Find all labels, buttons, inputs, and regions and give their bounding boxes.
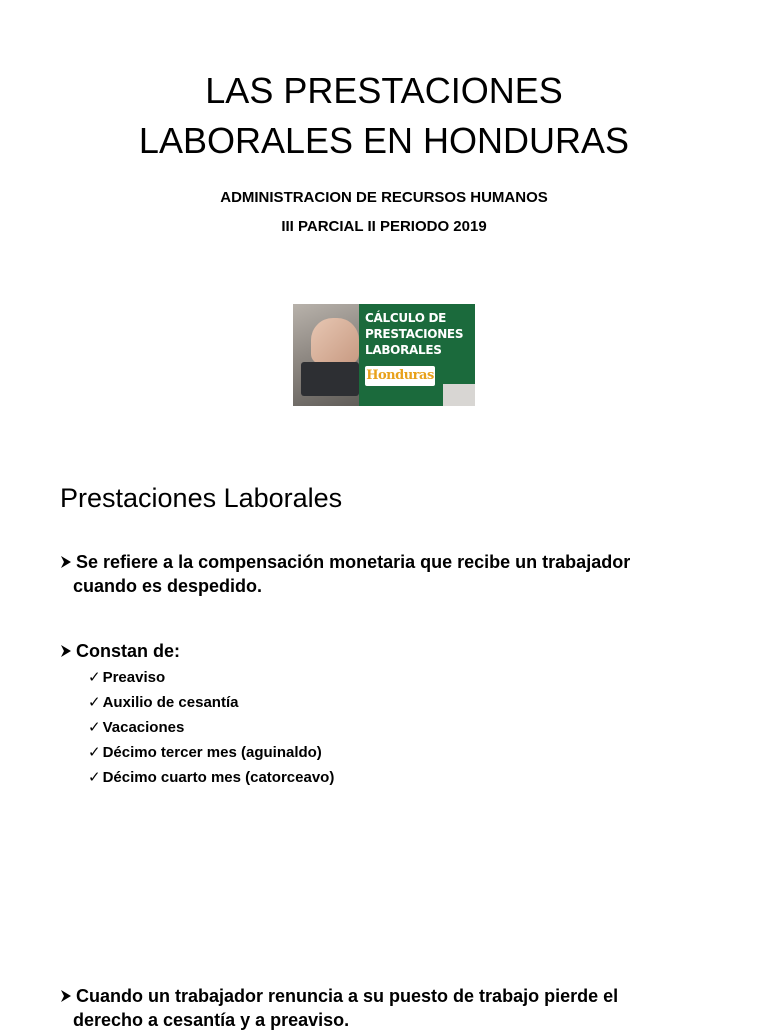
arrow-bullet-icon xyxy=(60,989,72,1003)
list-item-label: Décimo tercer mes (aguinaldo) xyxy=(102,744,322,761)
bullet-definition-line-2: cuando es despedido. xyxy=(73,576,263,596)
bullet-renuncia-line-2: derecho a cesantía y a preaviso. xyxy=(73,1010,350,1030)
logo-text xyxy=(365,310,473,358)
list-item-label: Auxilio de cesantía xyxy=(102,694,239,711)
logo-paper xyxy=(443,384,475,406)
checkmark-icon: ✓ xyxy=(88,743,101,761)
checkmark-icon: ✓ xyxy=(88,718,101,736)
bullet-constan-text: Constan de: xyxy=(76,641,181,661)
list-item xyxy=(88,715,334,740)
title-line-1: LAS PRESTACIONES xyxy=(205,70,563,111)
list-item-label: Vacaciones xyxy=(102,719,185,736)
title-slide xyxy=(0,0,768,440)
list-item xyxy=(88,765,334,790)
bullet-renuncia-line-1: Cuando un trabajador renuncia a su puesto de trabajo pierde el xyxy=(76,986,619,1006)
bullet-definition-line-1: Se refiere a la compensación monetaria que recibe un trabajador xyxy=(76,552,631,572)
bullet-constan xyxy=(60,639,740,663)
list-item xyxy=(88,690,334,715)
slide-title xyxy=(0,66,768,166)
bullet-renuncia xyxy=(60,984,740,1032)
section-heading: Prestaciones Laborales xyxy=(60,483,343,513)
logo-line-1: CÁLCULO DE xyxy=(365,311,447,325)
checkmark-icon: ✓ xyxy=(88,768,101,786)
logo-line-3: LABORALES xyxy=(365,343,442,357)
title-line-2: LABORALES EN HONDURAS xyxy=(138,120,630,161)
list-item-label: Preaviso xyxy=(102,669,166,686)
hand-icon xyxy=(311,318,359,364)
arrow-bullet-icon xyxy=(60,555,72,569)
calculator-icon xyxy=(301,362,359,396)
list-item xyxy=(88,665,334,690)
course-subtitle: ADMINISTRACION DE RECURSOS HUMANOS xyxy=(220,189,548,206)
bullet-definition xyxy=(60,550,740,598)
calculo-prestaciones-logo-image xyxy=(293,304,475,406)
content-slide xyxy=(0,440,768,1030)
checkmark-icon: ✓ xyxy=(88,693,101,711)
prestaciones-list xyxy=(88,665,334,790)
arrow-bullet-icon xyxy=(60,644,72,658)
list-item-label: Décimo cuarto mes (catorceavo) xyxy=(102,769,335,786)
checkmark-icon: ✓ xyxy=(88,668,101,686)
period-subtitle: III PARCIAL II PERIODO 2019 xyxy=(281,218,487,235)
logo-line-2: PRESTACIONES xyxy=(365,327,464,341)
logo-brand: Honduras xyxy=(365,366,435,386)
list-item xyxy=(88,740,334,765)
